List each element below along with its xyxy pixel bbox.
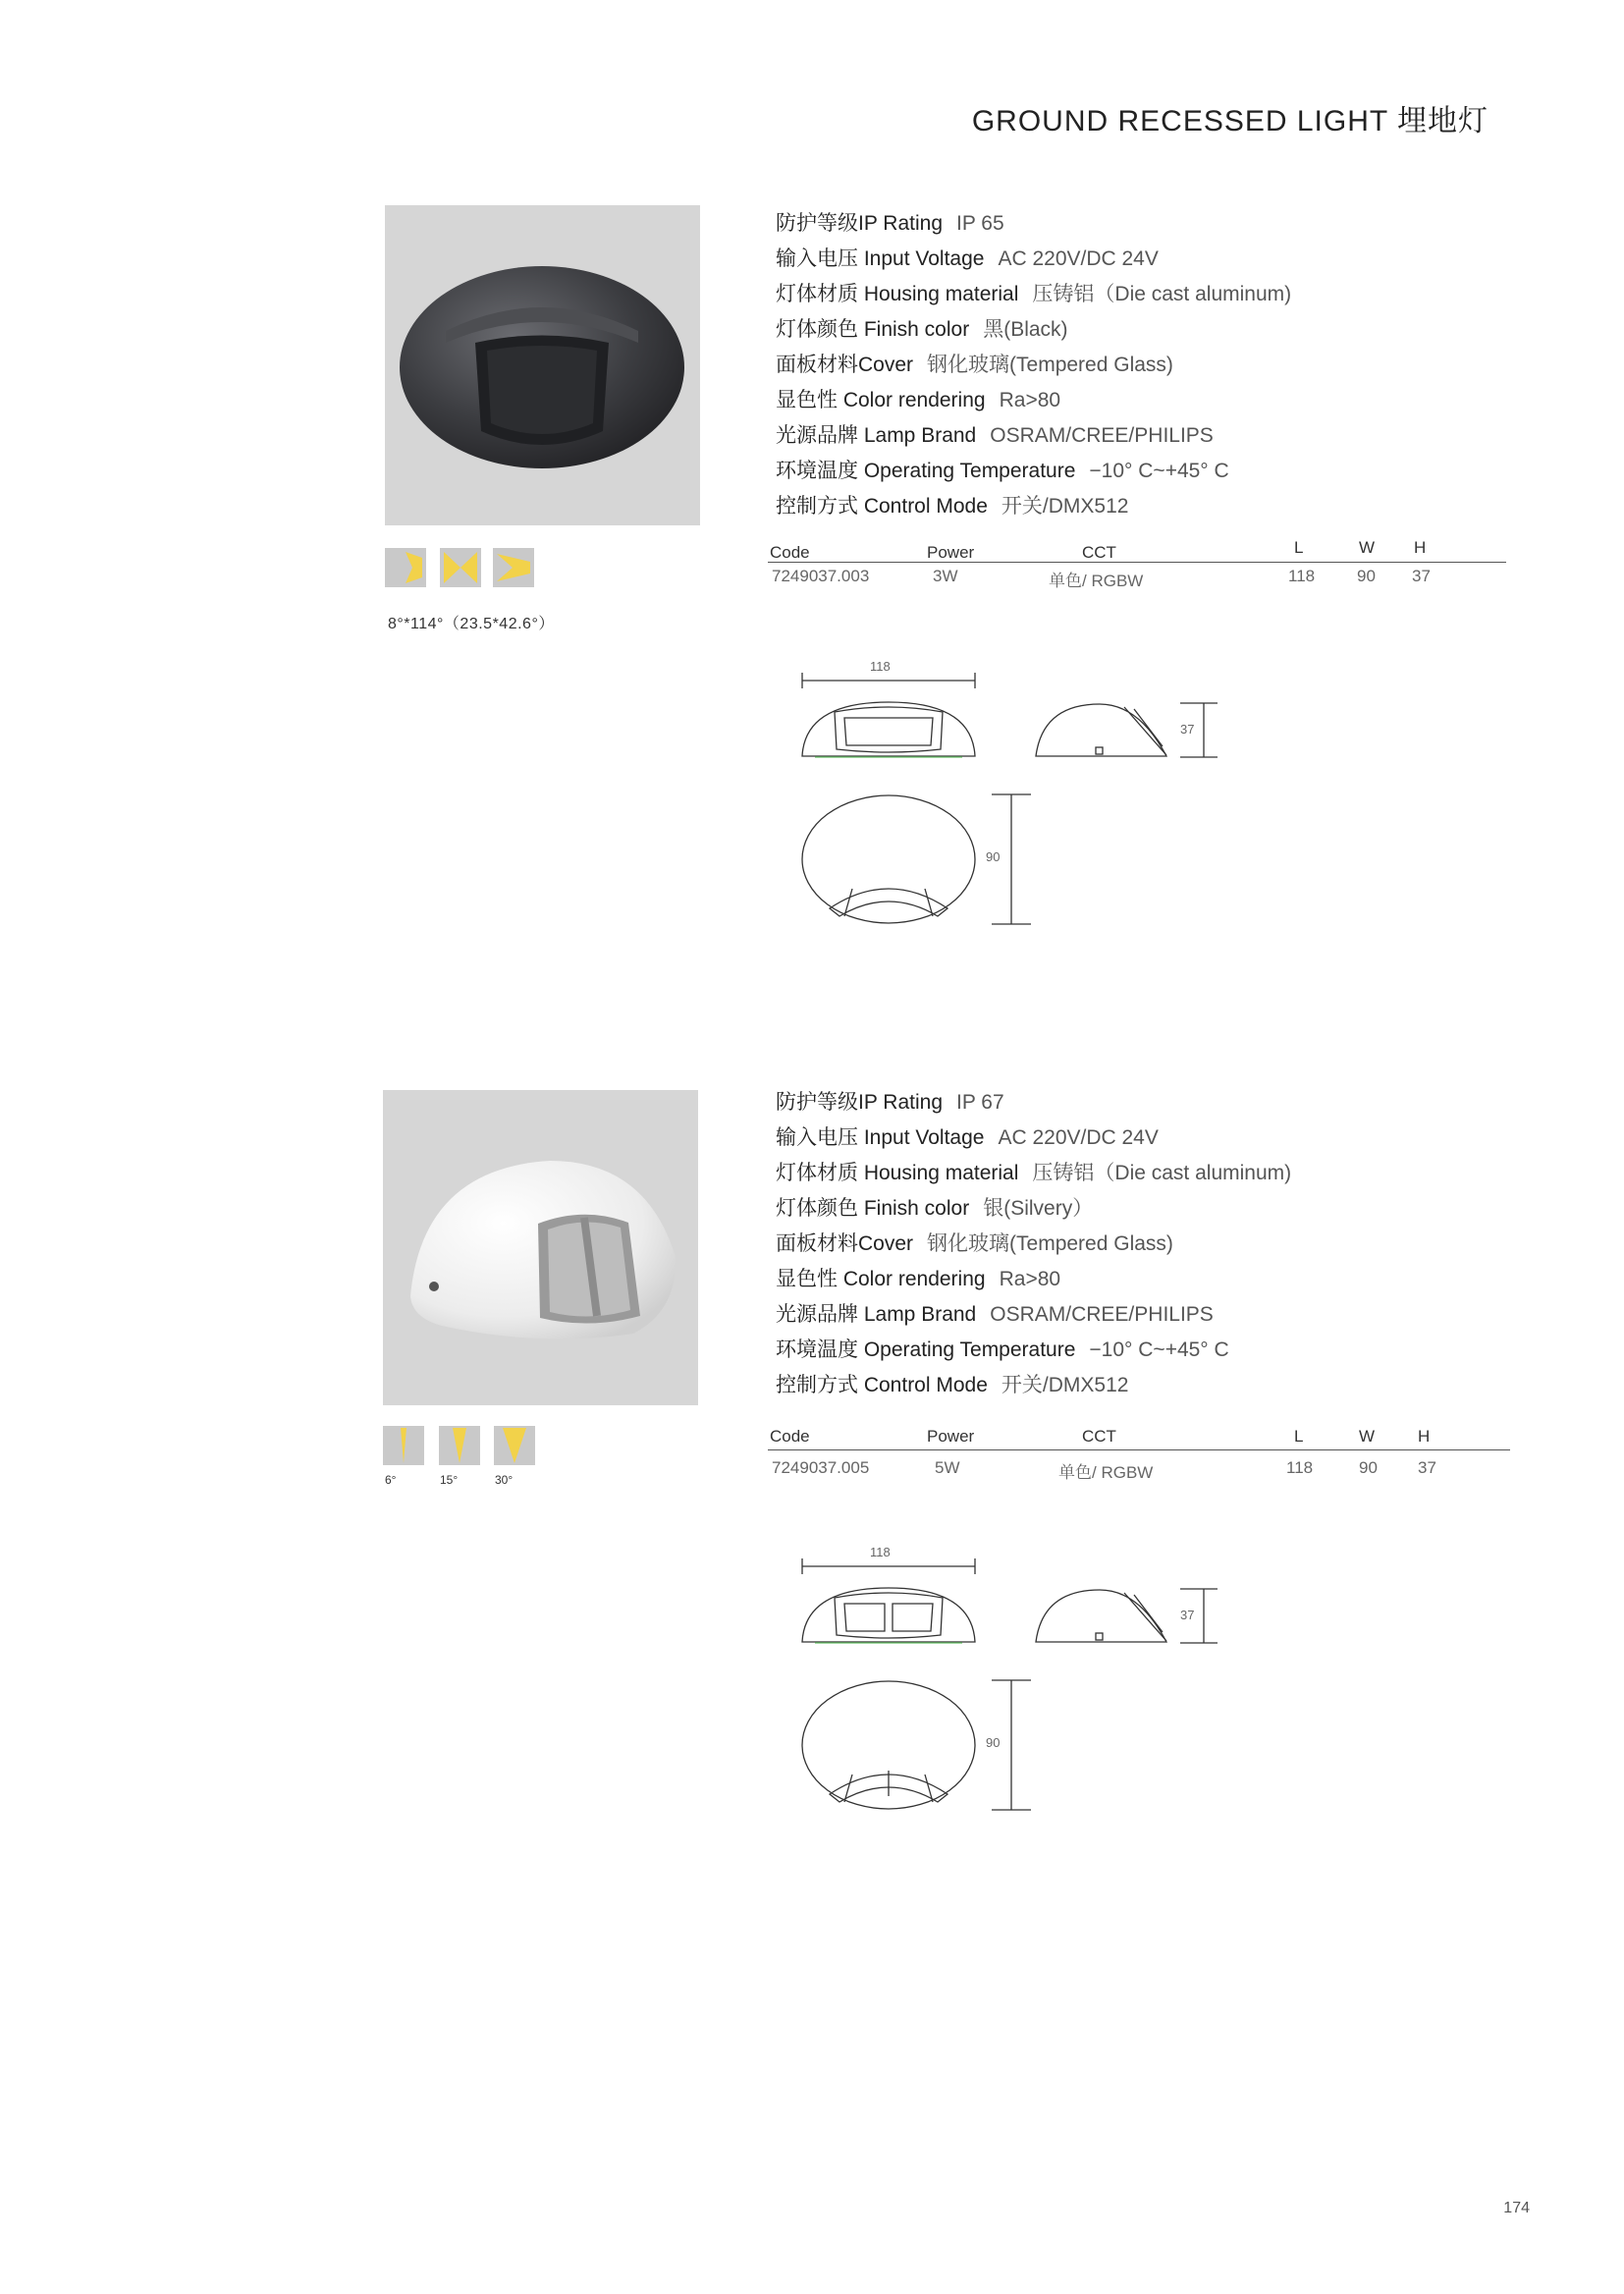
table-cell: Code [770,1427,810,1446]
spec-label: 灯体材质 Housing material [776,1162,1019,1184]
spec-value: Ra>80 [999,389,1061,411]
technical-drawing-2 [785,1539,1237,1824]
technical-drawing-1 [785,653,1237,938]
spec-value: 钢化玻璃(Tempered Glass) [927,354,1173,376]
silver-ground-light-image [383,1090,698,1405]
table-cell: W [1359,1427,1376,1446]
table-cell: 90 [1357,567,1376,585]
table-cell: 单色/ RGBW [1058,1463,1154,1482]
dim-height-label: 37 [1180,1608,1195,1622]
spec-label: 灯体材质 Housing material [776,283,1019,305]
spec-label: 控制方式 Control Mode [776,495,988,518]
table-cell: 37 [1412,567,1431,585]
table-cell: 37 [1418,1458,1436,1477]
spec-cover [776,1227,1291,1262]
table-cell: H [1418,1427,1431,1446]
spec-label: 灯体颜色 Finish color [776,318,970,341]
beam-label-15: 15° [440,1473,459,1487]
spec-ip-rating [776,1085,1291,1120]
spec-input-voltage [776,1120,1291,1156]
spec-label: 控制方式 Control Mode [776,1374,988,1396]
spec-lamp-brand [776,418,1291,454]
spec-control-mode [776,489,1291,524]
spec-value: OSRAM/CREE/PHILIPS [990,424,1214,447]
spec-ip-rating [776,206,1291,242]
beam-angle-caption: 8°*114°（23.5*42.6°） [388,616,555,632]
spec-label: 面板材料Cover [776,1232,914,1255]
spec-label: 光源品牌 Lamp Brand [776,1303,977,1326]
spec-value: AC 220V/DC 24V [998,1126,1159,1149]
table-header [768,536,1506,563]
table-header [768,1424,1510,1450]
black-ground-light-image [385,205,700,525]
table-cell: Power [927,543,975,562]
spec-label: 显色性 Color rendering [776,389,986,411]
dim-length-label: 118 [870,1545,891,1559]
spec-label: 显色性 Color rendering [776,1268,986,1290]
spec-value: 压铸铝（Die cast aluminum) [1032,1162,1292,1184]
table-cell: 7249037.005 [772,1458,870,1477]
spec-control-mode [776,1368,1291,1403]
spec-label: 环境温度 Operating Temperature [776,1338,1076,1361]
table-cell: CCT [1082,543,1116,562]
dim-length-label: 118 [870,659,891,674]
spec-label: 环境温度 Operating Temperature [776,460,1076,482]
beam-icon-15deg [439,1426,480,1465]
table-cell: 3W [933,567,958,585]
spec-value: Ra>80 [999,1268,1061,1290]
spec-housing-material [776,277,1291,312]
spec-lamp-brand [776,1297,1291,1333]
table-cell: H [1414,538,1427,557]
table-cell: 5W [935,1458,960,1477]
spec-value: 开关/DMX512 [1001,1374,1129,1396]
spec-operating-temp [776,1333,1291,1368]
table-cell: 单色/ RGBW [1049,572,1144,590]
spec-value: IP 67 [956,1091,1004,1114]
beam-icon-1 [385,548,426,587]
product-photo-black [385,205,700,525]
page-title: GROUND RECESSED LIGHT 埋地灯 [971,105,1489,137]
product-photo-silver [383,1090,698,1405]
beam-icon-2 [440,548,481,587]
table-cell: 118 [1286,1458,1314,1477]
spec-color-rendering [776,1262,1291,1297]
spec-label: 灯体颜色 Finish color [776,1197,970,1220]
beam-label-6: 6° [385,1473,397,1487]
spec-list-2 [776,1085,1291,1403]
spec-label: 防护等级IP Rating [776,1091,943,1114]
spec-finish-color [776,312,1291,348]
spec-label: 光源品牌 Lamp Brand [776,424,977,447]
table-cell: Power [927,1427,975,1446]
product-table-2 [768,1424,1510,1482]
beam-label-30: 30° [495,1473,514,1487]
spec-value: −10° C~+45° C [1089,460,1229,482]
spec-list-1 [776,206,1291,524]
table-cell: 7249037.003 [772,567,870,585]
table-cell: L [1294,1427,1304,1446]
spec-value: 开关/DMX512 [1001,495,1129,518]
table-cell: Code [770,543,810,562]
spec-value: 黑(Black) [983,318,1068,341]
spec-finish-color [776,1191,1291,1227]
spec-value: AC 220V/DC 24V [998,247,1159,270]
dimension-drawing [785,653,1237,938]
spec-label: 输入电压 Input Voltage [776,1126,985,1149]
table-row [768,1450,1510,1482]
beam-icon-6deg [383,1426,424,1465]
table-cell: L [1294,538,1304,557]
product-table-1 [768,536,1506,590]
dim-width-label: 90 [986,849,1001,864]
spec-value: IP 65 [956,212,1004,235]
spec-value: 银(Silvery） [983,1197,1094,1220]
dimension-drawing [785,1539,1237,1824]
spec-operating-temp [776,454,1291,489]
spec-label: 面板材料Cover [776,354,914,376]
page-number: 174 [1503,2200,1530,2216]
spec-label: 防护等级IP Rating [776,212,943,235]
spec-label: 输入电压 Input Voltage [776,247,985,270]
spec-value: OSRAM/CREE/PHILIPS [990,1303,1214,1326]
spec-value: 钢化玻璃(Tempered Glass) [927,1232,1173,1255]
table-cell: W [1359,538,1376,557]
beam-icon-3 [493,548,534,587]
spec-cover [776,348,1291,383]
spec-color-rendering [776,383,1291,418]
spec-input-voltage [776,242,1291,277]
table-row [768,563,1506,590]
spec-value: −10° C~+45° C [1089,1338,1229,1361]
table-cell: 90 [1359,1458,1378,1477]
spec-value: 压铸铝（Die cast aluminum) [1032,283,1292,305]
spec-housing-material [776,1156,1291,1191]
table-cell: CCT [1082,1427,1116,1446]
dim-height-label: 37 [1180,722,1195,737]
table-cell: 118 [1288,567,1316,585]
beam-icon-30deg [494,1426,535,1465]
dim-width-label: 90 [986,1735,1001,1750]
